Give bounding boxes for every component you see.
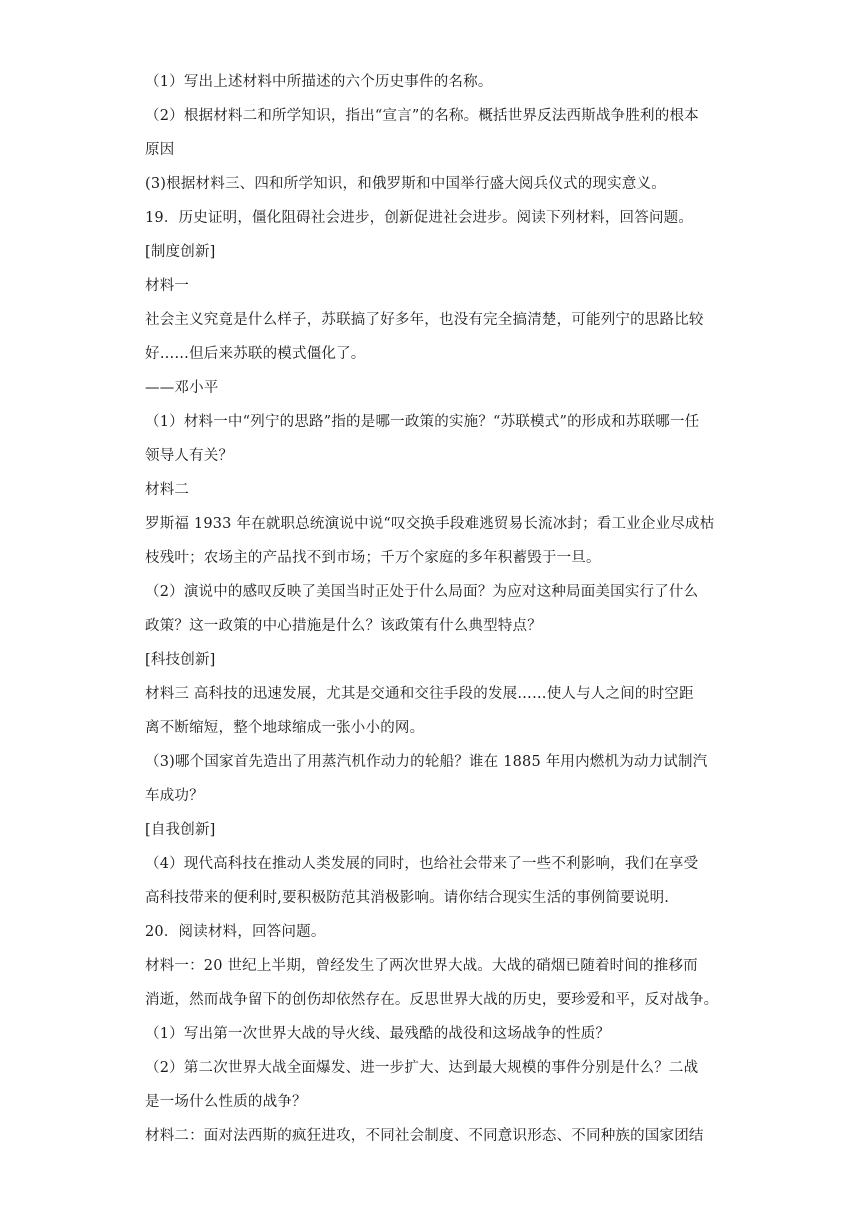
question-1-1: （1）写出上述材料中所描述的六个历史事件的名称。	[145, 74, 493, 90]
question-19-4: （4）现代高科技在推动人类发展的同时，也给社会带来了一些不利影响，我们在享受	[145, 856, 699, 872]
question-19-stem: 19．历史证明，僵化阻碍社会进步，创新促进社会进步。阅读下列材料，回答问题。	[145, 210, 694, 226]
question-19-3: （3)哪个国家首先造出了用蒸汽机作动力的轮船？谁在 1885 年用内燃机为动力试制汽	[145, 754, 708, 770]
question-20-2-cont: 是一场什么性质的战争？	[145, 1094, 307, 1110]
material-3-text: 材料三 高科技的迅速发展，尤其是交通和交往手段的发展……使人与人之间的时空距	[145, 686, 694, 702]
material-2-text: 罗斯福 1933 年在就职总统演说中说“叹交换手段难逃贸易长流冰封；看工业企业尽成枯	[145, 516, 715, 532]
question-20-material-1-cont: 消逝，然而战争留下的创伤却依然存在。反思世界大战的历史，要珍爱和平，反对战争。	[145, 992, 719, 1008]
question-1-3: (3)根据材料三、四和所学知识，和俄罗斯和中国举行盛大阅兵仪式的现实意义。	[145, 176, 666, 192]
question-20-1: （1）写出第一次世界大战的导火线、最残酷的战役和这场战争的性质？	[145, 1026, 611, 1042]
material-3-text-cont: 离不断缩短，整个地球缩成一张小小的网。	[145, 720, 425, 736]
material-1-text: 社会主义究竟是什么样子，苏联搞了好多年，也没有完全搞清楚，可能列宁的思路比较	[145, 312, 704, 328]
question-1-2: （2）根据材料二和所学知识，指出“宣言”的名称。概括世界反法西斯战争胜利的根本	[145, 108, 699, 124]
question-19-2-cont: 政策？这一政策的中心措施是什么？该政策有什么典型特点？	[145, 618, 542, 634]
question-20-material-1: 材料一：20 世纪上半期，曾经发生了两次世界大战。大战的硝烟已随着时间的推移而	[145, 958, 698, 974]
question-19-3-cont: 车成功？	[145, 788, 204, 804]
question-19-4-cont: 高科技带来的便利时,要积极防范其消极影响。请你结合现实生活的事例简要说明.	[145, 890, 670, 906]
question-19-1: （1）材料一中“列宁的思路”指的是哪一政策的实施？“苏联模式”的形成和苏联哪一任	[145, 414, 700, 430]
material-1-attribution: ——邓小平	[145, 380, 219, 396]
question-20-2: （2）第二次世界大战全面爆发、进一步扩大、达到最大规模的事件分别是什么？二战	[145, 1060, 699, 1076]
question-20-material-2: 材料二：面对法西斯的疯狂进攻，不同社会制度、不同意识形态、不同种族的国家团结	[145, 1128, 704, 1144]
material-2-text-cont: 枝残叶；农场主的产品找不到市场；千万个家庭的多年积蓄毁于一旦。	[145, 550, 601, 566]
question-19-2: （2）演说中的感叹反映了美国当时正处于什么局面？为应对这种局面美国实行了什么	[145, 584, 699, 600]
section-heading-technology: [科技创新]	[145, 652, 216, 668]
material-1-text-cont: 好……但后来苏联的模式僵化了。	[145, 346, 366, 362]
section-heading-self: [自我创新]	[145, 822, 216, 838]
material-1-label: 材料一	[145, 278, 190, 294]
question-19-1-cont: 领导人有关？	[145, 448, 234, 464]
material-2-label: 材料二	[145, 482, 190, 498]
question-20-stem: 20．阅读材料，回答问题。	[145, 924, 326, 940]
section-heading-institutional: [制度创新]	[145, 244, 216, 260]
question-1-2-cont: 原因	[145, 142, 175, 158]
